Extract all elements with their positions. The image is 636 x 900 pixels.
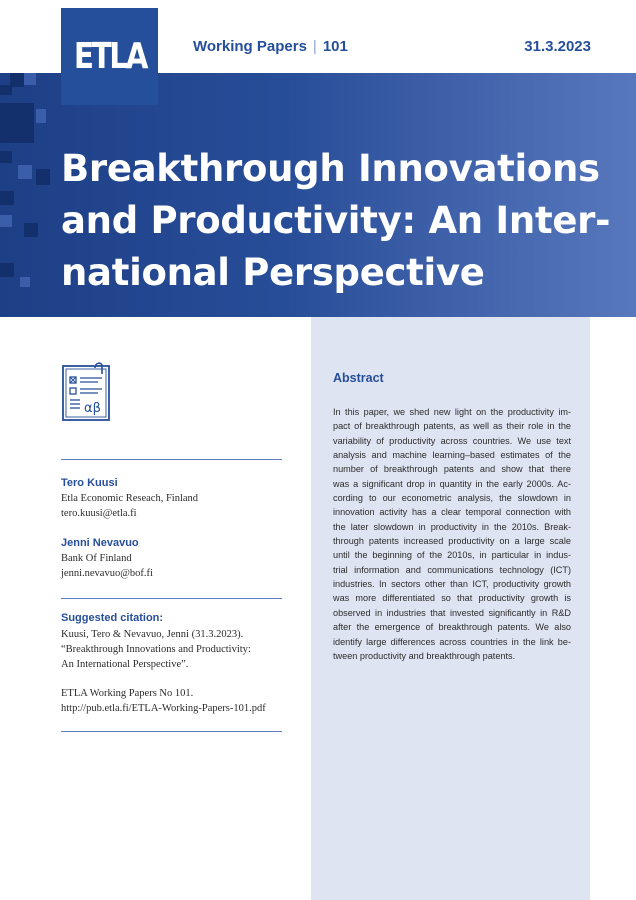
abstract-line: In this paper, we shed new light on the productivity im- <box>333 407 571 417</box>
author-affiliation: Bank Of Finland <box>61 553 132 564</box>
pixel-square <box>24 223 38 237</box>
pixel-square <box>10 73 24 87</box>
pixel-square <box>0 151 12 163</box>
abstract-line: through patents increased productivity on a large scale <box>333 536 571 547</box>
citation-series: ETLA Working Papers No 101. <box>61 688 194 699</box>
abstract-line: innovation activity has a clear temporal connection with <box>333 507 571 518</box>
abstract-line: number of breakthrough patents and show that there <box>333 464 571 475</box>
abstract-line: until the beginning of the 2010s, in particular in indus- <box>333 550 571 561</box>
abstract-line: trial information and communications technology (ICT) <box>333 564 571 575</box>
citation-url[interactable]: http://pub.etla.fi/ETLA-Working-Papers-101.pdf <box>61 703 266 714</box>
author-name: Jenni Nevavuo <box>61 537 139 549</box>
document-alpha-beta-icon <box>61 362 111 422</box>
pixel-square <box>0 85 12 95</box>
abstract-line: identify large differences across countries in the link be- <box>333 636 571 647</box>
citation-line: “Breakthrough Innovations and Productivity: <box>61 644 251 655</box>
publication-date: 31.3.2023 <box>524 38 591 55</box>
citation-line: Kuusi, Tero & Nevavuo, Jenni (31.3.2023). <box>61 629 244 640</box>
citation-heading: Suggested citation: <box>61 612 164 624</box>
abstract-line: variability of productivity across countries. We use text <box>333 435 571 446</box>
abstract-line: pact of breakthrough patents, as well as their role in the <box>333 421 571 432</box>
pixel-square <box>36 169 50 185</box>
author-name: Tero Kuusi <box>61 477 118 489</box>
author-email[interactable]: tero.kuusi@etla.fi <box>61 508 137 519</box>
pixel-square <box>0 103 34 143</box>
pixel-square <box>0 263 14 277</box>
pixel-square <box>0 191 14 205</box>
abstract-line: was a significant drop in quantity in the early 2000s. Ac- <box>333 478 571 489</box>
author-affiliation: Etla Economic Reseach, Finland <box>61 493 199 504</box>
title-banner <box>0 73 636 317</box>
etla-logo <box>61 8 158 105</box>
title-line: and Productivity: An Inter- <box>61 199 611 242</box>
pixel-square <box>20 277 30 287</box>
abstract-line: cording to our econometric analysis, the slowdown in <box>333 493 571 504</box>
abstract-panel <box>311 317 590 900</box>
title-line: Breakthrough Innovations <box>61 147 600 190</box>
title-line: national Perspective <box>61 251 485 294</box>
abstract-text <box>333 405 571 663</box>
series-label: Working Papers | 101 <box>193 38 348 55</box>
author-email[interactable]: jenni.nevavuo@bof.fi <box>61 568 153 579</box>
pixel-square <box>36 109 46 123</box>
divider <box>61 731 282 732</box>
logo-text: ETLA <box>73 36 146 77</box>
series-name: Working Papers <box>193 38 307 55</box>
icon-glyph: αβ <box>84 401 101 416</box>
pixel-square <box>0 215 12 227</box>
pixel-square <box>18 165 32 179</box>
abstract-line: observed in industries that invested significantly in R&D <box>333 607 571 618</box>
divider <box>61 459 282 460</box>
abstract-line: analysis and machine learning–based estimates of the <box>333 450 571 461</box>
abstract-line: was more differentiated so that productivity growth is <box>333 593 571 604</box>
divider <box>61 598 282 599</box>
pixel-square <box>24 73 36 85</box>
series-number: 101 <box>322 38 348 55</box>
abstract-line: tween productivity and breakthrough patents. <box>333 650 516 661</box>
abstract-heading: Abstract <box>333 371 384 385</box>
paper-title <box>61 143 611 299</box>
abstract-line: industries. In sectors other than ICT, productivity growth <box>333 579 571 590</box>
abstract-line: after the emergence of breakthrough patents. We also <box>333 622 571 633</box>
citation-line: An International Perspective”. <box>61 659 189 670</box>
abstract-line: the later slowdown in productivity in the 2010s. Break- <box>333 521 571 532</box>
